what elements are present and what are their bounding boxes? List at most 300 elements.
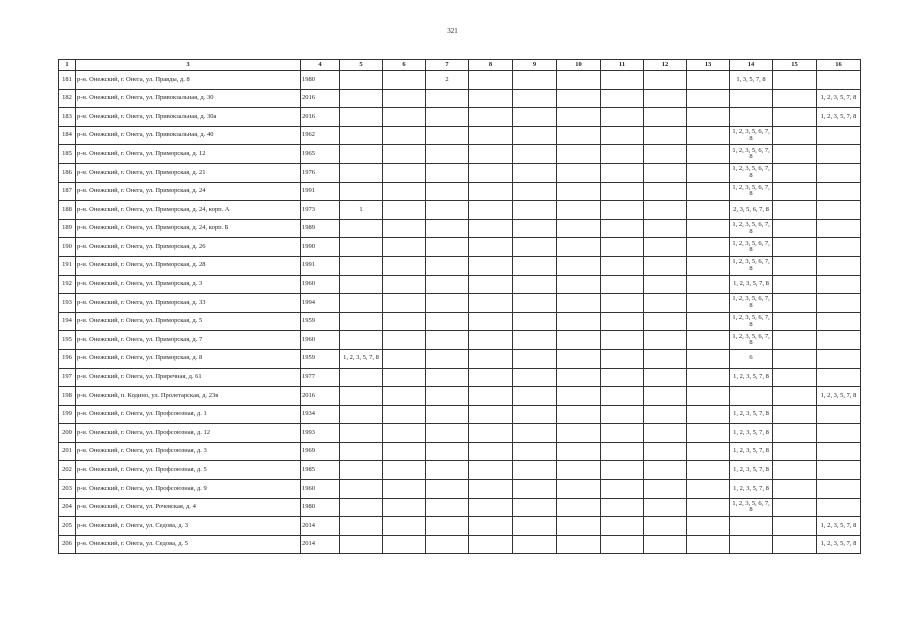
- column-header: 12: [644, 60, 687, 71]
- value-cell-c14: 1, 2, 3, 5, 6, 7, 8: [730, 219, 773, 238]
- table-row: [59, 535, 861, 554]
- value-cell-c8: [469, 275, 513, 294]
- table-row: [59, 331, 861, 350]
- value-cell-c14: [730, 89, 773, 108]
- value-cell-c15: [773, 331, 817, 350]
- column-header: 4: [301, 60, 340, 71]
- table-row: [59, 126, 861, 145]
- table-row: [59, 145, 861, 164]
- value-cell-c10: [557, 424, 601, 443]
- housing-register-table: [58, 59, 861, 554]
- year-cell: 1980: [301, 498, 340, 517]
- value-cell-c10: [557, 368, 601, 387]
- value-cell-c14: 1, 2, 3, 5, 6, 7, 8: [730, 256, 773, 275]
- value-cell-c13: [687, 294, 730, 313]
- value-cell-c9: [513, 535, 557, 554]
- table-row: [59, 349, 861, 368]
- value-cell-c16: [817, 145, 861, 164]
- value-cell-c9: [513, 126, 557, 145]
- value-cell-c11: [601, 535, 644, 554]
- value-cell-c12: [644, 294, 687, 313]
- value-cell-c8: [469, 71, 513, 90]
- table-row: [59, 387, 861, 406]
- value-cell-c9: [513, 387, 557, 406]
- address-cell: р-н. Онежский, г. Онега, ул. Профсоюзная, д. 3: [76, 442, 301, 461]
- address-cell: р-н. Онежский, г. Онега, ул. Седова, д. 5: [76, 535, 301, 554]
- value-cell-c10: [557, 517, 601, 536]
- year-cell: 1976: [301, 163, 340, 182]
- address-cell: р-н. Онежский, г. Онега, ул. Приморская, д. 5: [76, 312, 301, 331]
- column-header: 5: [340, 60, 383, 71]
- value-cell-c8: [469, 498, 513, 517]
- value-cell-c14: 1, 2, 3, 5, 7, 8: [730, 405, 773, 424]
- year-cell: 1989: [301, 219, 340, 238]
- value-cell-c13: [687, 387, 730, 406]
- value-cell-c12: [644, 145, 687, 164]
- table-row: [59, 219, 861, 238]
- value-cell-c13: [687, 89, 730, 108]
- table-row: [59, 368, 861, 387]
- year-cell: 1962: [301, 126, 340, 145]
- value-cell-c14: 1, 2, 3, 5, 6, 7, 8: [730, 331, 773, 350]
- value-cell-c8: [469, 517, 513, 536]
- value-cell-c6: [383, 201, 426, 220]
- year-cell: 1969: [301, 442, 340, 461]
- value-cell-c8: [469, 461, 513, 480]
- value-cell-c5: [340, 275, 383, 294]
- value-cell-c7: [426, 498, 469, 517]
- value-cell-c5: [340, 535, 383, 554]
- value-cell-c14: [730, 517, 773, 536]
- value-cell-c10: [557, 275, 601, 294]
- value-cell-c11: [601, 461, 644, 480]
- value-cell-c10: [557, 405, 601, 424]
- value-cell-c12: [644, 126, 687, 145]
- value-cell-c9: [513, 349, 557, 368]
- value-cell-c8: [469, 219, 513, 238]
- year-cell: 1934: [301, 405, 340, 424]
- value-cell-c13: [687, 368, 730, 387]
- value-cell-c11: [601, 201, 644, 220]
- header-row: [59, 60, 861, 71]
- value-cell-c15: [773, 405, 817, 424]
- value-cell-c12: [644, 349, 687, 368]
- value-cell-c13: [687, 312, 730, 331]
- value-cell-c15: [773, 535, 817, 554]
- value-cell-c13: [687, 163, 730, 182]
- table-row: [59, 201, 861, 220]
- table-row: [59, 275, 861, 294]
- row-number-cell: 201: [59, 442, 76, 461]
- value-cell-c9: [513, 312, 557, 331]
- value-cell-c9: [513, 163, 557, 182]
- value-cell-c6: [383, 349, 426, 368]
- value-cell-c5: [340, 126, 383, 145]
- value-cell-c15: [773, 387, 817, 406]
- table-body: [59, 71, 861, 554]
- value-cell-c8: [469, 312, 513, 331]
- value-cell-c16: 1, 2, 3, 5, 7, 8: [817, 535, 861, 554]
- value-cell-c10: [557, 535, 601, 554]
- value-cell-c7: [426, 368, 469, 387]
- table-row: [59, 163, 861, 182]
- table-row: [59, 89, 861, 108]
- year-cell: 1960: [301, 331, 340, 350]
- column-header: 6: [383, 60, 426, 71]
- value-cell-c16: 1, 2, 3, 5, 7, 8: [817, 89, 861, 108]
- value-cell-c13: [687, 331, 730, 350]
- value-cell-c16: [817, 368, 861, 387]
- value-cell-c14: 1, 2, 3, 5, 7, 8: [730, 480, 773, 499]
- value-cell-c13: [687, 238, 730, 257]
- value-cell-c15: [773, 294, 817, 313]
- value-cell-c10: [557, 145, 601, 164]
- value-cell-c8: [469, 201, 513, 220]
- value-cell-c15: [773, 256, 817, 275]
- value-cell-c5: [340, 461, 383, 480]
- value-cell-c5: [340, 108, 383, 127]
- row-number-cell: 184: [59, 126, 76, 145]
- year-cell: 2016: [301, 89, 340, 108]
- value-cell-c6: [383, 108, 426, 127]
- value-cell-c11: [601, 368, 644, 387]
- value-cell-c12: [644, 238, 687, 257]
- value-cell-c12: [644, 71, 687, 90]
- value-cell-c9: [513, 145, 557, 164]
- value-cell-c8: [469, 535, 513, 554]
- value-cell-c15: [773, 238, 817, 257]
- value-cell-c8: [469, 126, 513, 145]
- value-cell-c9: [513, 424, 557, 443]
- address-cell: р-н. Онежский, г. Онега, ул. Приморская, д. 3: [76, 275, 301, 294]
- value-cell-c13: [687, 424, 730, 443]
- value-cell-c15: [773, 480, 817, 499]
- value-cell-c7: [426, 145, 469, 164]
- value-cell-c5: [340, 163, 383, 182]
- value-cell-c5: 1, 2, 3, 5, 7, 8: [340, 349, 383, 368]
- value-cell-c10: [557, 238, 601, 257]
- value-cell-c5: [340, 517, 383, 536]
- value-cell-c10: [557, 219, 601, 238]
- value-cell-c11: [601, 145, 644, 164]
- value-cell-c16: 1, 2, 3, 5, 7, 8: [817, 517, 861, 536]
- value-cell-c6: [383, 405, 426, 424]
- row-number-cell: 192: [59, 275, 76, 294]
- value-cell-c12: [644, 219, 687, 238]
- value-cell-c16: [817, 71, 861, 90]
- value-cell-c14: 6: [730, 349, 773, 368]
- column-header: 8: [469, 60, 513, 71]
- value-cell-c7: [426, 517, 469, 536]
- value-cell-c12: [644, 517, 687, 536]
- table-row: [59, 294, 861, 313]
- value-cell-c9: [513, 238, 557, 257]
- address-cell: р-н. Онежский, п. Кодино, ул. Пролетарская, д. 23в: [76, 387, 301, 406]
- value-cell-c16: [817, 182, 861, 201]
- value-cell-c7: [426, 89, 469, 108]
- value-cell-c9: [513, 517, 557, 536]
- value-cell-c6: [383, 480, 426, 499]
- value-cell-c16: [817, 461, 861, 480]
- value-cell-c6: [383, 89, 426, 108]
- value-cell-c14: 1, 2, 3, 5, 7, 8: [730, 442, 773, 461]
- value-cell-c16: [817, 256, 861, 275]
- value-cell-c10: [557, 387, 601, 406]
- value-cell-c6: [383, 535, 426, 554]
- value-cell-c12: [644, 424, 687, 443]
- value-cell-c16: [817, 294, 861, 313]
- value-cell-c10: [557, 480, 601, 499]
- value-cell-c16: [817, 498, 861, 517]
- value-cell-c11: [601, 424, 644, 443]
- column-header: 9: [513, 60, 557, 71]
- value-cell-c7: 2: [426, 71, 469, 90]
- table-row: [59, 517, 861, 536]
- row-number-cell: 203: [59, 480, 76, 499]
- row-number-cell: 186: [59, 163, 76, 182]
- value-cell-c10: [557, 89, 601, 108]
- address-cell: р-н. Онежский, г. Онега, ул. Приморская, д. 26: [76, 238, 301, 257]
- value-cell-c8: [469, 294, 513, 313]
- value-cell-c14: [730, 387, 773, 406]
- value-cell-c5: [340, 294, 383, 313]
- table-row: [59, 442, 861, 461]
- value-cell-c6: [383, 294, 426, 313]
- value-cell-c16: [817, 275, 861, 294]
- address-cell: р-н. Онежский, г. Онега, ул. Приморская, д. 24, корп. А: [76, 201, 301, 220]
- value-cell-c15: [773, 461, 817, 480]
- year-cell: 1990: [301, 238, 340, 257]
- value-cell-c5: [340, 480, 383, 499]
- value-cell-c8: [469, 238, 513, 257]
- value-cell-c9: [513, 89, 557, 108]
- value-cell-c5: [340, 312, 383, 331]
- address-cell: р-н. Онежский, г. Онега, ул. Приморская, д. 24, корп. Б: [76, 219, 301, 238]
- value-cell-c12: [644, 387, 687, 406]
- value-cell-c12: [644, 256, 687, 275]
- value-cell-c5: [340, 387, 383, 406]
- value-cell-c11: [601, 256, 644, 275]
- value-cell-c7: [426, 238, 469, 257]
- table-row: [59, 71, 861, 90]
- value-cell-c6: [383, 387, 426, 406]
- value-cell-c15: [773, 126, 817, 145]
- value-cell-c13: [687, 442, 730, 461]
- value-cell-c6: [383, 219, 426, 238]
- value-cell-c13: [687, 145, 730, 164]
- column-header: 14: [730, 60, 773, 71]
- value-cell-c13: [687, 405, 730, 424]
- value-cell-c15: [773, 424, 817, 443]
- value-cell-c10: [557, 126, 601, 145]
- value-cell-c11: [601, 275, 644, 294]
- value-cell-c14: 1, 2, 3, 5, 6, 7, 8: [730, 312, 773, 331]
- value-cell-c6: [383, 424, 426, 443]
- value-cell-c16: [817, 331, 861, 350]
- value-cell-c11: [601, 238, 644, 257]
- value-cell-c7: [426, 480, 469, 499]
- year-cell: 1991: [301, 182, 340, 201]
- value-cell-c9: [513, 294, 557, 313]
- value-cell-c11: [601, 312, 644, 331]
- year-cell: 1977: [301, 368, 340, 387]
- row-number-cell: 194: [59, 312, 76, 331]
- value-cell-c15: [773, 517, 817, 536]
- value-cell-c9: [513, 201, 557, 220]
- value-cell-c10: [557, 163, 601, 182]
- year-cell: 1991: [301, 256, 340, 275]
- value-cell-c5: [340, 71, 383, 90]
- value-cell-c6: [383, 517, 426, 536]
- value-cell-c9: [513, 108, 557, 127]
- value-cell-c7: [426, 442, 469, 461]
- value-cell-c13: [687, 108, 730, 127]
- value-cell-c15: [773, 71, 817, 90]
- value-cell-c6: [383, 442, 426, 461]
- value-cell-c10: [557, 349, 601, 368]
- address-cell: р-н. Онежский, г. Онега, ул. Профсоюзная, д. 5: [76, 461, 301, 480]
- value-cell-c12: [644, 405, 687, 424]
- value-cell-c7: [426, 535, 469, 554]
- value-cell-c11: [601, 89, 644, 108]
- value-cell-c10: [557, 331, 601, 350]
- value-cell-c15: [773, 349, 817, 368]
- value-cell-c9: [513, 275, 557, 294]
- value-cell-c13: [687, 71, 730, 90]
- year-cell: 1985: [301, 461, 340, 480]
- value-cell-c11: [601, 71, 644, 90]
- value-cell-c10: [557, 442, 601, 461]
- value-cell-c6: [383, 71, 426, 90]
- value-cell-c8: [469, 89, 513, 108]
- column-header: 11: [601, 60, 644, 71]
- value-cell-c14: 1, 2, 3, 5, 7, 8: [730, 424, 773, 443]
- address-cell: р-н. Онежский, г. Онега, ул. Привокзальная, д. 30: [76, 89, 301, 108]
- value-cell-c10: [557, 498, 601, 517]
- value-cell-c10: [557, 256, 601, 275]
- value-cell-c6: [383, 368, 426, 387]
- value-cell-c7: [426, 163, 469, 182]
- value-cell-c14: 2, 3, 5, 6, 7, 8: [730, 201, 773, 220]
- column-header: 16: [817, 60, 861, 71]
- value-cell-c15: [773, 498, 817, 517]
- value-cell-c11: [601, 405, 644, 424]
- row-number-cell: 206: [59, 535, 76, 554]
- value-cell-c9: [513, 71, 557, 90]
- value-cell-c8: [469, 442, 513, 461]
- year-cell: 2016: [301, 387, 340, 406]
- year-cell: 2014: [301, 517, 340, 536]
- column-header: 15: [773, 60, 817, 71]
- row-number-cell: 200: [59, 424, 76, 443]
- value-cell-c5: [340, 238, 383, 257]
- row-number-cell: 195: [59, 331, 76, 350]
- value-cell-c9: [513, 256, 557, 275]
- year-cell: 1993: [301, 424, 340, 443]
- value-cell-c5: [340, 219, 383, 238]
- value-cell-c12: [644, 163, 687, 182]
- value-cell-c12: [644, 498, 687, 517]
- value-cell-c16: [817, 480, 861, 499]
- address-cell: р-н. Онежский, г. Онега, ул. Рочевская, д. 4: [76, 498, 301, 517]
- value-cell-c13: [687, 461, 730, 480]
- row-number-cell: 189: [59, 219, 76, 238]
- value-cell-c12: [644, 182, 687, 201]
- table-row: [59, 312, 861, 331]
- value-cell-c11: [601, 442, 644, 461]
- value-cell-c6: [383, 331, 426, 350]
- value-cell-c12: [644, 89, 687, 108]
- value-cell-c8: [469, 349, 513, 368]
- value-cell-c7: [426, 424, 469, 443]
- value-cell-c6: [383, 461, 426, 480]
- value-cell-c8: [469, 145, 513, 164]
- value-cell-c16: 1, 2, 3, 5, 7, 8: [817, 108, 861, 127]
- value-cell-c6: [383, 126, 426, 145]
- value-cell-c11: [601, 182, 644, 201]
- value-cell-c13: [687, 182, 730, 201]
- value-cell-c8: [469, 108, 513, 127]
- value-cell-c7: [426, 387, 469, 406]
- year-cell: 1980: [301, 71, 340, 90]
- address-cell: р-н. Онежский, г. Онега, ул. Приморская, д. 24: [76, 182, 301, 201]
- value-cell-c15: [773, 442, 817, 461]
- value-cell-c8: [469, 405, 513, 424]
- row-number-cell: 188: [59, 201, 76, 220]
- value-cell-c14: [730, 535, 773, 554]
- value-cell-c12: [644, 201, 687, 220]
- table-row: [59, 238, 861, 257]
- address-cell: р-н. Онежский, г. Онега, ул. Правды, д. 8: [76, 71, 301, 90]
- value-cell-c10: [557, 108, 601, 127]
- table-row: [59, 405, 861, 424]
- value-cell-c15: [773, 89, 817, 108]
- value-cell-c14: 1, 2, 3, 5, 6, 7, 8: [730, 238, 773, 257]
- value-cell-c8: [469, 182, 513, 201]
- row-number-cell: 183: [59, 108, 76, 127]
- value-cell-c8: [469, 424, 513, 443]
- value-cell-c7: [426, 331, 469, 350]
- value-cell-c14: 1, 2, 3, 5, 7, 8: [730, 275, 773, 294]
- value-cell-c15: [773, 163, 817, 182]
- value-cell-c12: [644, 108, 687, 127]
- value-cell-c13: [687, 535, 730, 554]
- table-row: [59, 498, 861, 517]
- value-cell-c7: [426, 201, 469, 220]
- row-number-cell: 191: [59, 256, 76, 275]
- value-cell-c14: 1, 3, 5, 7, 8: [730, 71, 773, 90]
- value-cell-c7: [426, 108, 469, 127]
- value-cell-c8: [469, 387, 513, 406]
- value-cell-c10: [557, 201, 601, 220]
- address-cell: р-н. Онежский, г. Онега, ул. Приморская, д. 7: [76, 331, 301, 350]
- value-cell-c5: [340, 368, 383, 387]
- value-cell-c6: [383, 275, 426, 294]
- address-cell: р-н. Онежский, г. Онега, ул. Седова, д. 3: [76, 517, 301, 536]
- value-cell-c11: [601, 219, 644, 238]
- value-cell-c7: [426, 256, 469, 275]
- value-cell-c12: [644, 275, 687, 294]
- row-number-cell: 198: [59, 387, 76, 406]
- row-number-cell: 202: [59, 461, 76, 480]
- row-number-cell: 182: [59, 89, 76, 108]
- value-cell-c5: [340, 442, 383, 461]
- value-cell-c11: [601, 349, 644, 368]
- value-cell-c14: 1, 2, 3, 5, 7, 8: [730, 368, 773, 387]
- value-cell-c5: [340, 145, 383, 164]
- value-cell-c14: 1, 2, 3, 5, 6, 7, 8: [730, 182, 773, 201]
- row-number-cell: 181: [59, 71, 76, 90]
